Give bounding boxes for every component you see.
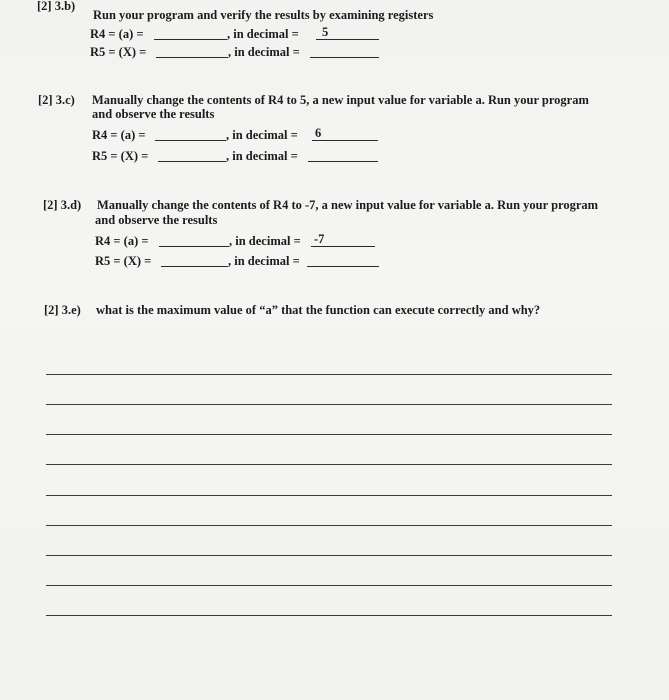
r5-binary-blank [161,254,228,267]
answer-line [46,585,612,586]
question-number-3d: [2] 3.d) [43,198,82,212]
r4-decimal-value: 5 [322,25,329,39]
answer-line [46,404,612,405]
question-text-3d-line2: and observe the results [95,213,218,227]
r4-binary-blank [159,234,229,247]
answer-line [46,555,612,556]
r5-label: R5 = (X) = [92,149,149,163]
r4-decimal-value: 6 [315,126,322,140]
question-number-3e: [2] 3.e) [44,303,81,317]
question-text-3c-line2: and observe the results [92,107,215,121]
answer-line [46,495,612,496]
r5-decimal-blank [307,254,379,267]
decimal-label: , in decimal = [229,234,301,248]
question-text-3e: what is the maximum value of “a” that the function can execute correctly and why? [96,303,541,317]
r4-binary-blank [155,128,226,141]
r4-binary-blank [154,27,227,40]
r4-label: R4 = (a) = [95,234,149,248]
r4-decimal-value: -7 [314,232,325,246]
r5-binary-blank [158,149,226,162]
answer-line [46,615,612,616]
question-text-3d-line1: Manually change the contents of R4 to -7, a new input value for variable a. Run your program [97,198,599,212]
question-text-3b: Run your program and verify the results by examining registers [93,8,434,22]
question-number-3b: [2] 3.b) [37,0,76,13]
r5-label: R5 = (X) = [90,45,147,59]
r5-label: R5 = (X) = [95,254,152,268]
r4-label: R4 = (a) = [90,27,144,41]
question-text-3c-line1: Manually change the contents of R4 to 5, a new input value for variable a. Run your program [92,93,589,107]
r5-decimal-blank [308,149,378,162]
answer-line [46,434,612,435]
answer-line [46,525,612,526]
decimal-label: , in decimal = [226,149,298,163]
r4-label: R4 = (a) = [92,128,146,142]
decimal-label: , in decimal = [228,45,300,59]
answer-line [46,374,612,375]
decimal-label: , in decimal = [227,27,299,41]
answer-line [46,464,612,465]
r5-decimal-blank [310,45,379,58]
decimal-label: , in decimal = [226,128,298,142]
r5-binary-blank [156,45,228,58]
r4-decimal-blank [312,128,378,141]
decimal-label: , in decimal = [228,254,300,268]
question-number-3c: [2] 3.c) [38,93,75,107]
